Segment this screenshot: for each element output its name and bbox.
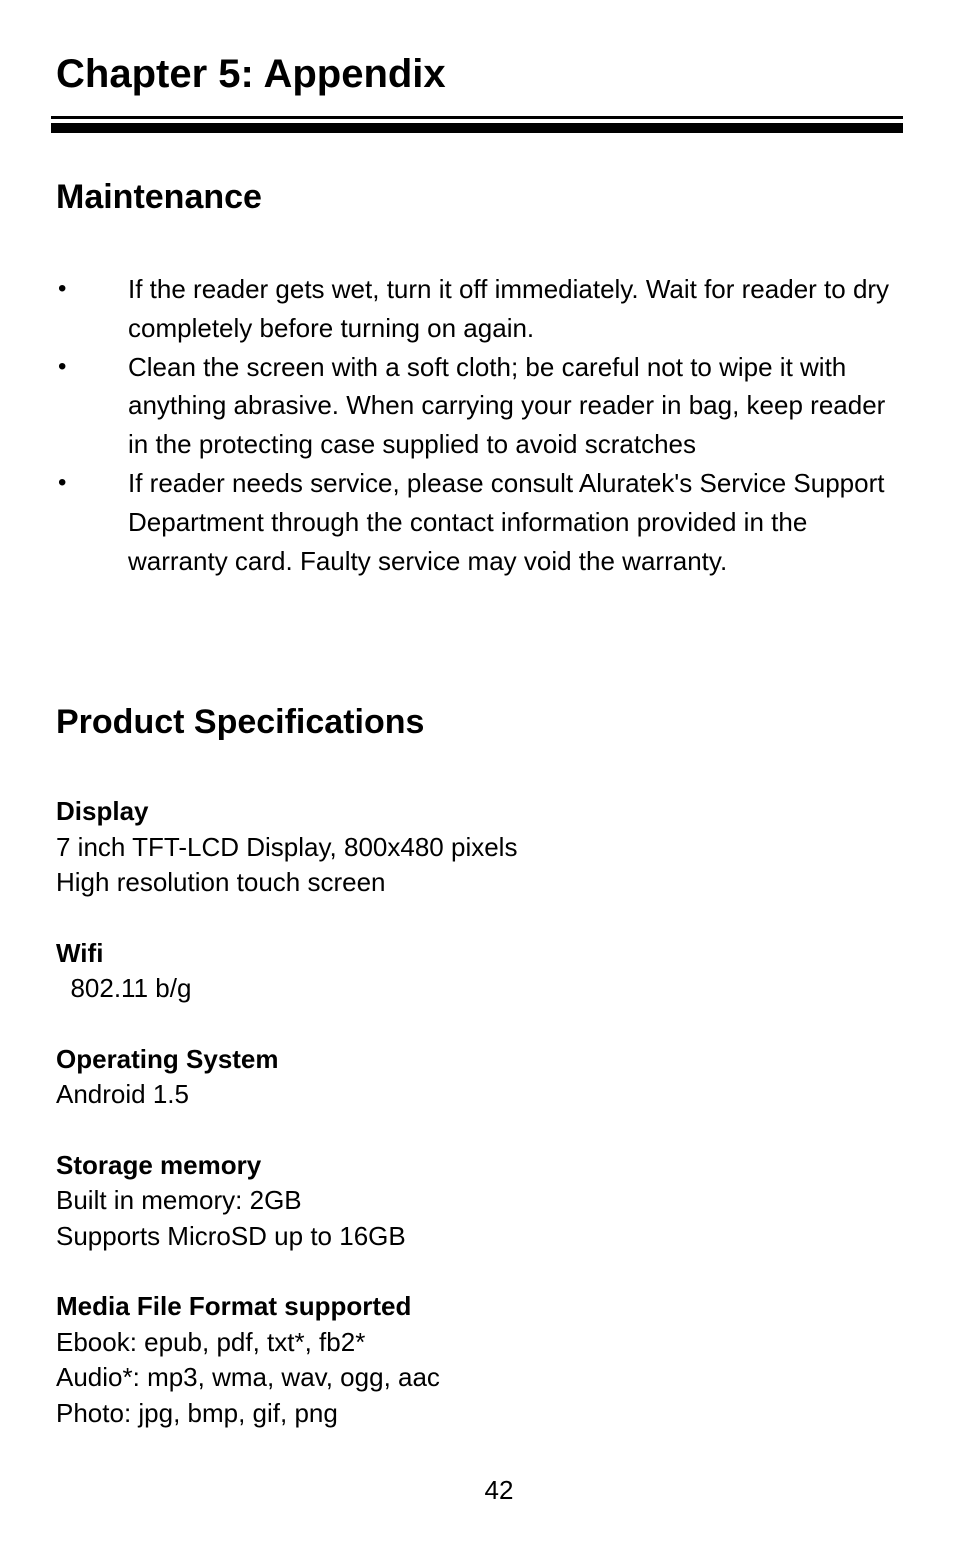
spec-group-operating-system [56, 1042, 896, 1113]
spec-label: Display [56, 796, 149, 826]
spec-value: 7 inch TFT-LCD Display, 800x480 pixels [56, 831, 518, 862]
spec-value: Ebook: epub, pdf, txt*, fb2* [56, 1326, 366, 1357]
spec-group-storage-memory [56, 1148, 896, 1255]
spec-group-media-formats [56, 1289, 896, 1431]
maintenance-list [56, 270, 896, 580]
spec-value: Audio*: mp3, wma, wav, ogg, aac [56, 1362, 440, 1392]
bullet-dot-icon: • [58, 352, 67, 380]
spec-group-display [56, 794, 896, 901]
maintenance-item [56, 464, 896, 580]
spec-label: Wifi [56, 937, 104, 968]
spec-value: 802.11 b/g [56, 973, 192, 1003]
maintenance-item [56, 348, 896, 464]
maintenance-heading: Maintenance [56, 178, 262, 216]
spec-value: Supports MicroSD up to 16GB [56, 1220, 406, 1251]
spec-value: High resolution touch screen [56, 867, 386, 897]
spec-group-wifi [56, 936, 896, 1007]
specifications-list [56, 794, 896, 1466]
maintenance-item [56, 270, 896, 348]
page-number: 42 [484, 1475, 514, 1505]
spec-value: Android 1.5 [56, 1079, 189, 1109]
product-specifications-heading: Product Specifications [56, 703, 425, 741]
title-rule-thick [51, 123, 903, 133]
spec-label: Storage memory [56, 1149, 262, 1180]
maintenance-item-text: Clean the screen with a soft cloth; be careful not to wipe it with anything abrasive. When carrying your reader in bag, keep reader in the protecting case supplied to avoid scratches [128, 351, 886, 460]
maintenance-item-text: If reader needs service, please consult Aluratek's Service Support Department through the contact information provided in the warranty card. Faulty service may void the warranty. [128, 467, 885, 576]
spec-label: Operating System [56, 1043, 279, 1074]
spec-value: Photo: jpg, bmp, gif, png [56, 1397, 338, 1428]
chapter-title: Chapter 5: Appendix [56, 52, 446, 96]
maintenance-item-text: If the reader gets wet, turn it off immediately. Wait for reader to dry completely before turning on again. [128, 274, 890, 343]
bullet-dot-icon: • [58, 468, 67, 496]
spec-value: Built in memory: 2GB [56, 1185, 302, 1215]
spec-label: Media File Format supported [56, 1291, 412, 1321]
title-rule-thin [51, 116, 903, 119]
bullet-dot-icon: • [58, 275, 67, 302]
